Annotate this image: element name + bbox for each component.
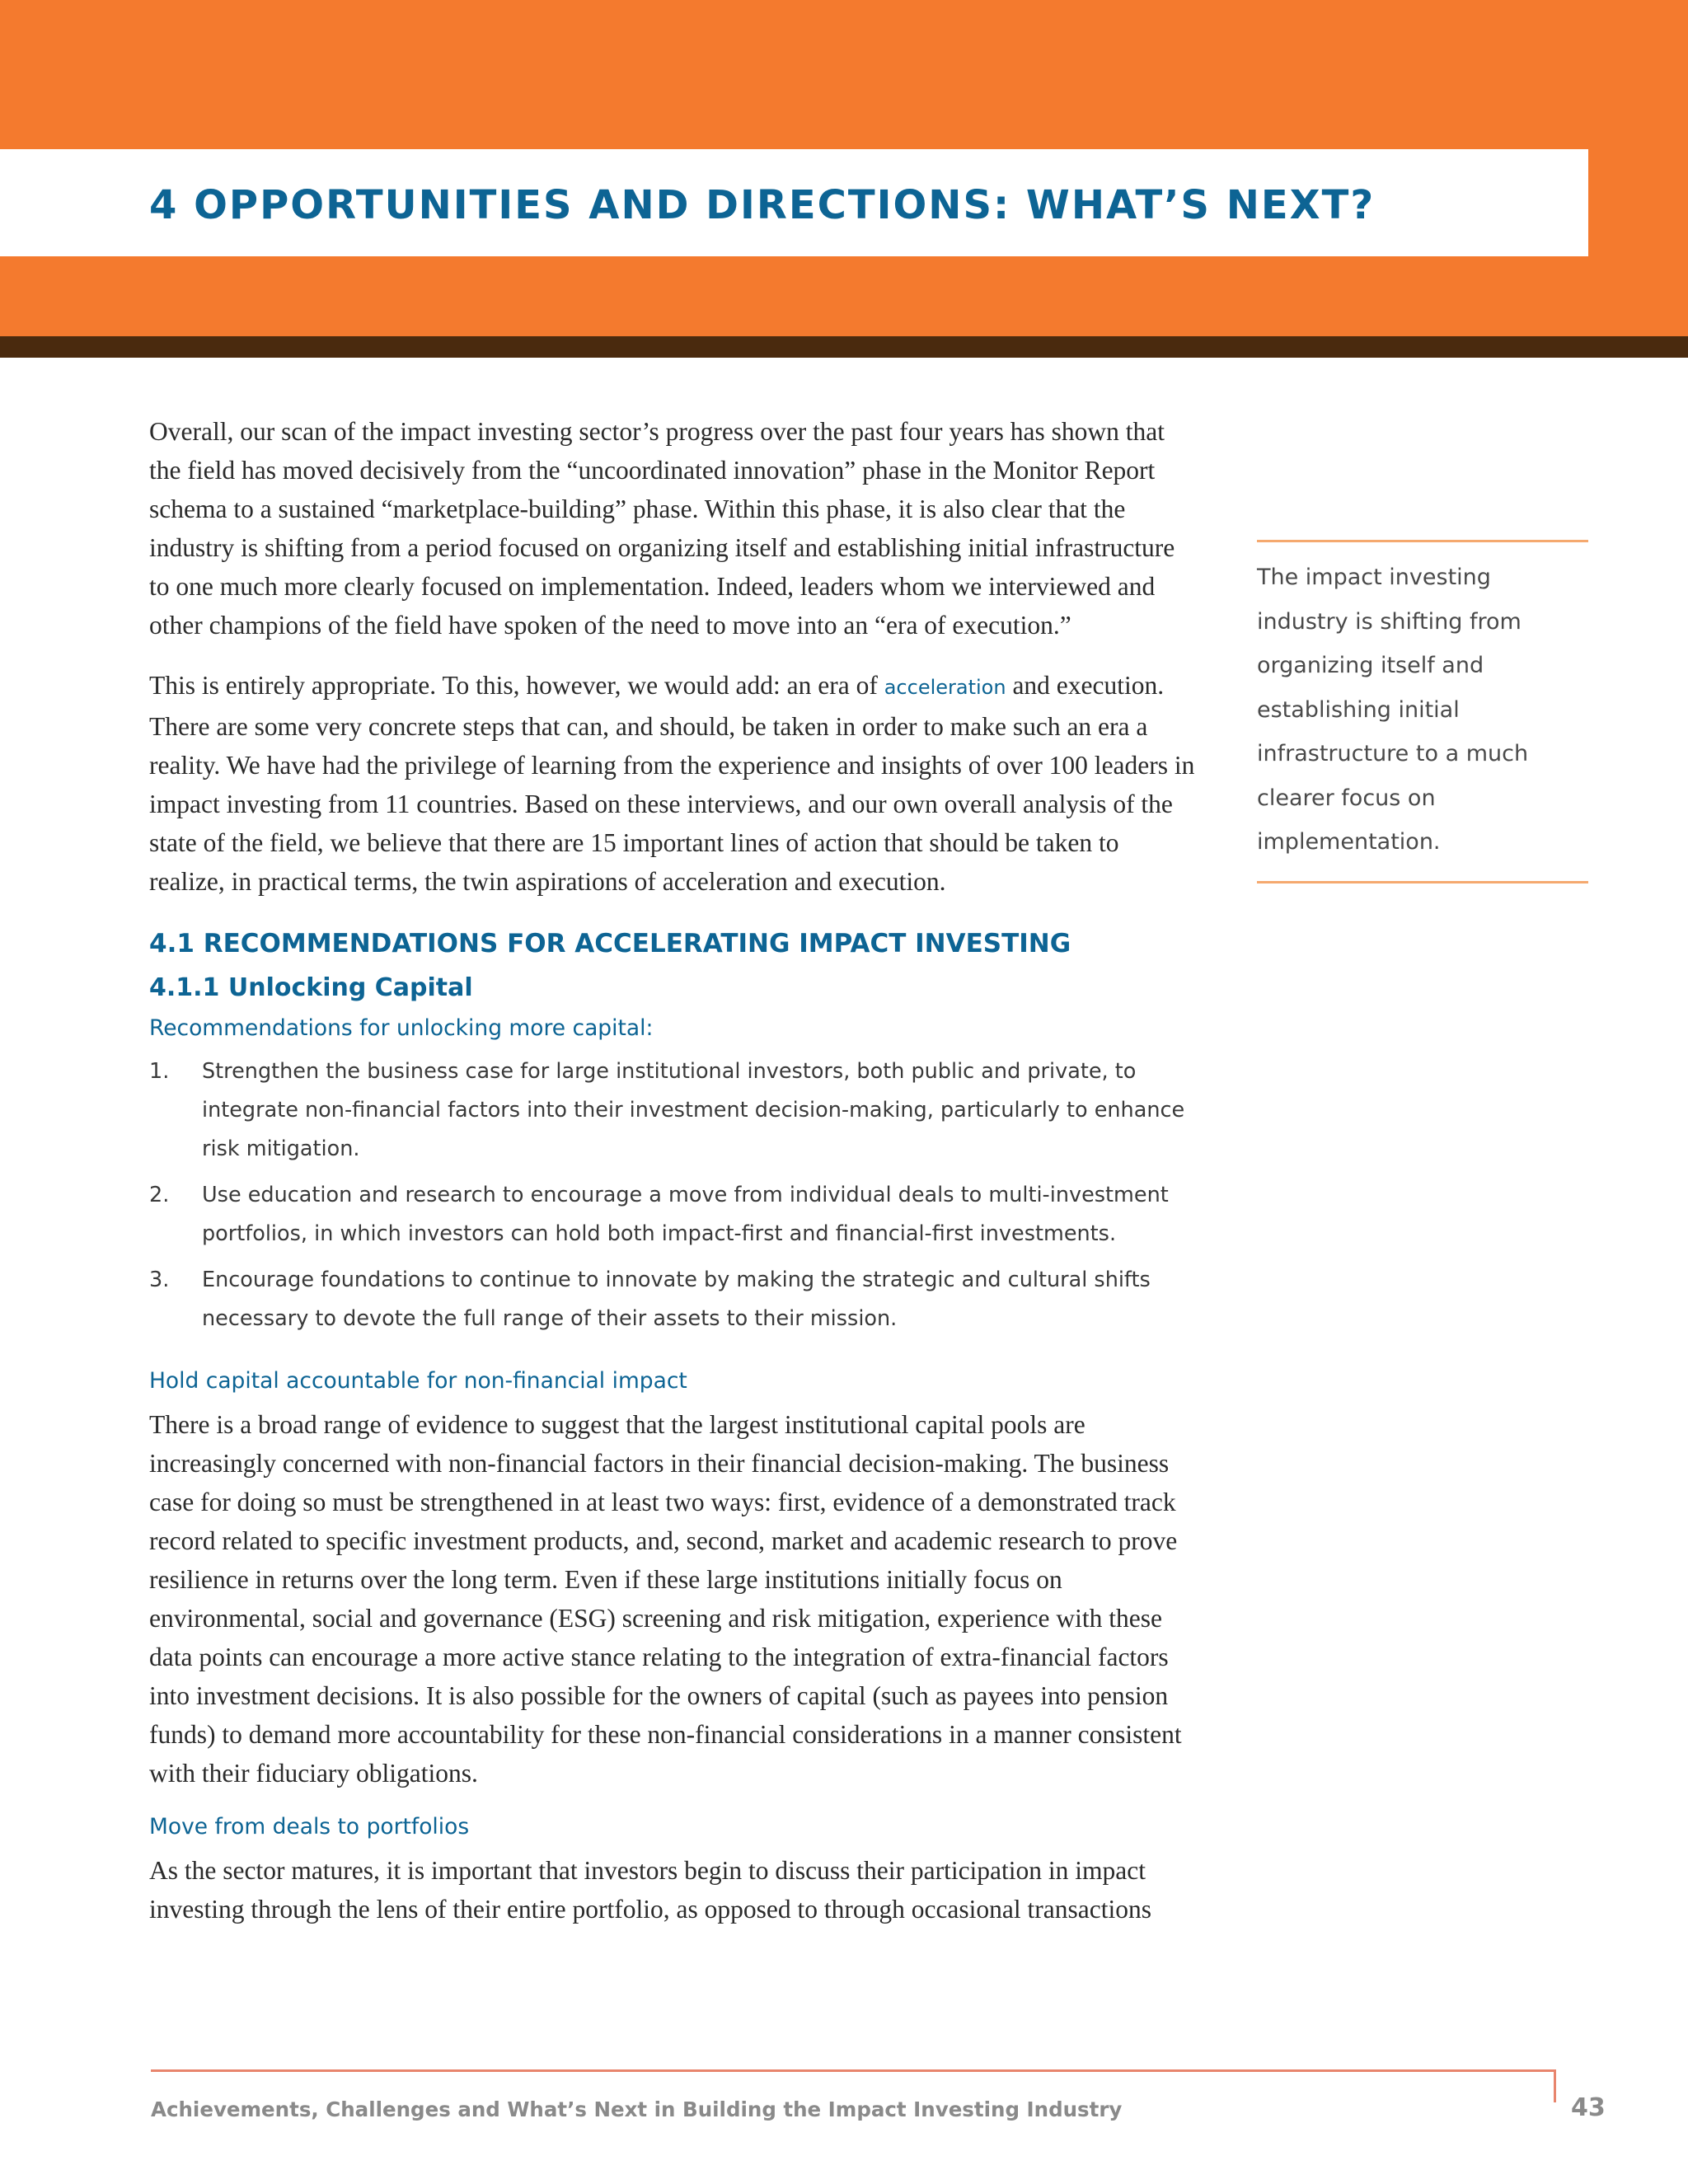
pull-quote xyxy=(1257,540,1588,883)
list-item-text: Encourage foundations to continue to innovate by making the strategic and cultural shifts necessary to devote the full range of their assets to their mission. xyxy=(202,1268,1151,1331)
portfolios-paragraph: As the sector matures, it is important that investors begin to discuss their participation in impact investing through the lens of their entire portfolio, as opposed to through occasional transactions xyxy=(149,1856,1151,1924)
section-heading: 4.1 RECOMMENDATIONS FOR ACCELERATING IMPACT INVESTING xyxy=(149,929,1071,958)
acceleration-highlight: acceleration xyxy=(884,676,1006,699)
page-number: 43 xyxy=(1571,2093,1606,2122)
intro-paragraph-1: Overall, our scan of the impact investing sector’s progress over the past four years has shown that the field has moved decisively from the “uncoordinated innovation” phase in the Monitor Report schema to a sustained “marketplace-building” phase. Within this phase, it is also clear that the industry is shifting from a period focused on organizing itself and establishing initial infrastructure to one much more clearly focused on implementation. Indeed, leaders whom we interviewed and other champions of the field have spoken of the need to move into an “era of execution.” xyxy=(149,417,1175,640)
list-item-text: Strengthen the business case for large institutional investors, both public and private, to integrate non-financial factors into their investment decision-making, particularly to enhance risk mitigation. xyxy=(202,1059,1185,1161)
footer-rule xyxy=(151,2069,1556,2072)
list-item-text: Use education and research to encourage a move from individual deals to multi-investment portfolios, in which investors can hold both impact-first and financial-first investments. xyxy=(202,1183,1169,1246)
portfolios-heading: Move from deals to portfolios xyxy=(149,1814,470,1840)
footer-title: Achievements, Challenges and What’s Next in Building the Impact Investing Industry xyxy=(151,2097,1123,2121)
intro-paragraph-2 xyxy=(149,666,1196,901)
main-content xyxy=(149,412,1196,1950)
chapter-title: 4 OPPORTUNITIES AND DIRECTIONS: WHAT’S NEXT? xyxy=(149,182,1376,228)
header-brown-strip xyxy=(0,336,1688,358)
list-item xyxy=(149,1052,1196,1169)
footer-rule-hook xyxy=(1554,2069,1556,2102)
list-item xyxy=(149,1176,1196,1254)
list-item-number: 1. xyxy=(149,1059,170,1084)
recommendations-list xyxy=(149,1052,1196,1338)
pull-quote-text: The impact investing industry is shifting from organizing itself and establishing initial infrastructure to a much clearer focus on implementation. xyxy=(1257,565,1529,855)
intro-p2-start: This is entirely appropriate. To this, however, we would add: an era of xyxy=(149,671,884,700)
recommendations-heading: Recommendations for unlocking more capital: xyxy=(149,1015,654,1041)
accountability-heading: Hold capital accountable for non-financial impact xyxy=(149,1368,687,1394)
list-item xyxy=(149,1261,1196,1338)
intro-p2-end: and execution. There are some very concrete steps that can, and should, be taken in order to make such an era a reality. We have had the privilege of learning from the experience and insights of over 100 leaders in impact investing from 11 countries. Based on these interviews, and our own overall analysis of the state of the field, we believe that there are 15 important lines of action that should be taken to realize, in practical terms, the twin aspirations of acceleration and execution. xyxy=(149,671,1195,896)
list-item-number: 3. xyxy=(149,1268,170,1292)
accountability-paragraph: There is a broad range of evidence to suggest that the largest institutional capital pools are increasingly concerned with non-financial factors in their financial decision-making. The business case for doing so must be strengthened in at least two ways: first, evidence of a demonstrated track record related to specific investment products, and, second, market and academic research to prove resilience in returns over the long term. Even if these large institutions initially focus on environmental, social and governance (ESG) screening and risk mitigation, experience with these data points can encourage a more active stance relating to the integration of extra-financial factors into investment decisions. It is also possible for the owners of capital (such as payees into pension funds) to demand more accountability for these non-financial considerations in a manner consistent with their fiduciary obligations. xyxy=(149,1410,1182,1788)
list-item-number: 2. xyxy=(149,1183,170,1207)
subsection-heading: 4.1.1 Unlocking Capital xyxy=(149,973,473,1002)
